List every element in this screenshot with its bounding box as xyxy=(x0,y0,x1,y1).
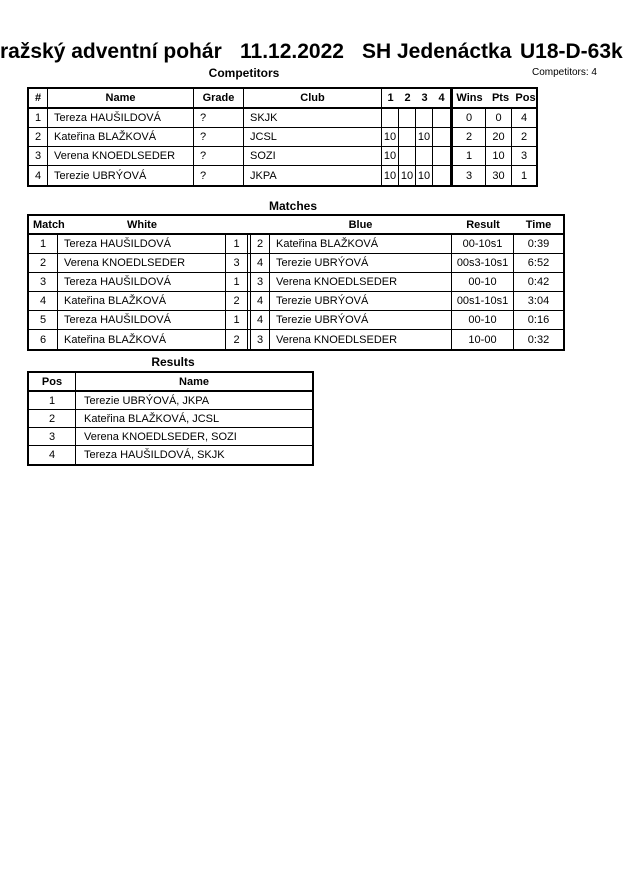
competitor-pos: 2 xyxy=(520,131,528,143)
col-header-number: # xyxy=(29,89,48,107)
col-header-name: Name xyxy=(48,89,194,107)
match-result: 00-10 xyxy=(452,311,514,329)
white-competitor-number: 2 xyxy=(233,295,240,307)
round-4-score xyxy=(433,147,450,165)
match-time: 0:32 xyxy=(527,333,550,346)
competitor-wins: 0 xyxy=(450,109,486,127)
match-number: 2 xyxy=(29,254,58,272)
col-header-match: Match xyxy=(33,218,65,231)
blue-competitor-number: 2 xyxy=(247,235,269,253)
match-row xyxy=(29,311,563,330)
match-time: 3:04 xyxy=(527,295,550,307)
competitor-number: 2 xyxy=(29,128,48,146)
col-header-round-4: 4 xyxy=(438,92,445,104)
col-header-club: Club xyxy=(244,89,382,107)
round-4-score xyxy=(433,166,450,185)
page-title-category: U18-D-63k xyxy=(520,40,623,63)
results-table xyxy=(27,371,314,466)
competitor-number: 4 xyxy=(29,166,48,185)
competitor-number: 3 xyxy=(29,147,48,165)
competitor-wins: 1 xyxy=(450,147,486,165)
result-name: Terezie UBRÝOVÁ, JKPA xyxy=(84,394,210,407)
col-header-pos: Pos xyxy=(515,92,536,104)
blue-competitor-name: Verena KNOEDLSEDER xyxy=(269,273,452,291)
competitor-name: Kateřina BLAŽKOVÁ xyxy=(48,128,194,146)
match-time: 0:16 xyxy=(527,314,550,326)
blue-competitor-number: 4 xyxy=(247,254,269,272)
page-title-event: ražský adventní pohár xyxy=(0,40,222,63)
round-3-score: 10 xyxy=(416,128,433,146)
competitor-club: JKPA xyxy=(244,166,382,185)
col-header-grade: Grade xyxy=(194,89,244,107)
blue-competitor-name: Terezie UBRÝOVÁ xyxy=(269,254,452,272)
result-position: 3 xyxy=(29,428,76,445)
round-3-score xyxy=(416,109,433,127)
col-header-pos: Pos xyxy=(29,373,76,390)
col-header-round-2: 2 xyxy=(404,92,411,104)
competitor-club: JCSL xyxy=(244,128,382,146)
competitors-header-row xyxy=(29,89,536,109)
competitor-row xyxy=(29,166,536,185)
competitor-club: SKJK xyxy=(244,109,382,127)
competitor-pts: 10 xyxy=(486,147,512,165)
results-header-row xyxy=(29,373,312,392)
competitor-row xyxy=(29,128,536,147)
competitor-row xyxy=(29,109,536,128)
col-header-pts: Pts xyxy=(491,92,510,104)
round-2-score: 10 xyxy=(399,166,416,185)
white-competitor-name: Tereza HAUŠILDOVÁ xyxy=(58,311,226,329)
competitor-pos: 3 xyxy=(520,150,528,162)
col-header-name: Name xyxy=(179,375,209,388)
match-result: 10-00 xyxy=(452,330,514,349)
blue-competitor-name: Kateřina BLAŽKOVÁ xyxy=(269,235,452,253)
page-title-date: 11.12.2022 xyxy=(240,40,344,63)
col-header-blue-num xyxy=(247,216,269,233)
page-title-venue: SH Jedenáctka xyxy=(362,40,512,63)
col-header-score-group xyxy=(450,89,536,107)
round-1-score: 10 xyxy=(382,147,399,165)
white-competitor-number: 1 xyxy=(233,276,240,288)
round-2-score xyxy=(399,128,416,146)
competitor-grade: ? xyxy=(194,109,244,127)
match-result: 00s1-10s1 xyxy=(452,292,514,310)
white-competitor-number: 1 xyxy=(233,314,240,326)
result-row xyxy=(29,410,312,428)
blue-competitor-number: 3 xyxy=(247,330,269,349)
col-header-white: White xyxy=(127,218,157,231)
match-result: 00-10 xyxy=(452,273,514,291)
round-1-score: 10 xyxy=(382,128,399,146)
white-competitor-name: Tereza HAUŠILDOVÁ xyxy=(58,273,226,291)
col-header-result: Result xyxy=(466,218,500,231)
matches-header-row xyxy=(29,216,563,235)
round-1-score xyxy=(382,109,399,127)
round-4-score xyxy=(433,109,450,127)
result-name: Tereza HAUŠILDOVÁ, SKJK xyxy=(84,449,225,461)
white-competitor-name: Verena KNOEDLSEDER xyxy=(58,254,226,272)
match-row xyxy=(29,273,563,292)
competitor-grade: ? xyxy=(194,147,244,165)
match-time: 0:42 xyxy=(527,276,550,288)
blue-competitor-number: 4 xyxy=(247,311,269,329)
round-2-score xyxy=(399,109,416,127)
white-competitor-name: Kateřina BLAŽKOVÁ xyxy=(58,330,226,349)
competitor-row xyxy=(29,147,536,166)
result-position: 4 xyxy=(29,446,76,464)
competitor-wins: 3 xyxy=(450,166,486,185)
col-header-round-1: 1 xyxy=(387,92,394,104)
competitor-pts: 20 xyxy=(486,128,512,146)
matches-table xyxy=(27,214,565,351)
round-2-score xyxy=(399,147,416,165)
blue-competitor-number: 3 xyxy=(247,273,269,291)
matches-section-title: Matches xyxy=(268,199,318,213)
result-row xyxy=(29,446,312,464)
match-row xyxy=(29,254,563,273)
competitor-pts: 0 xyxy=(486,109,512,127)
results-section-title: Results xyxy=(151,355,195,369)
competitor-name: Terezie UBRÝOVÁ xyxy=(48,166,194,185)
blue-competitor-name: Terezie UBRÝOVÁ xyxy=(269,311,452,329)
white-competitor-number: 2 xyxy=(233,333,240,346)
competitor-number: 1 xyxy=(29,109,48,127)
result-position: 2 xyxy=(29,410,76,427)
round-header-group xyxy=(382,89,450,107)
match-row xyxy=(29,330,563,349)
col-header-white-num xyxy=(226,216,247,233)
result-name: Verena KNOEDLSEDER, SOZI xyxy=(84,430,237,443)
competitor-name: Tereza HAUŠILDOVÁ xyxy=(48,109,194,127)
competitor-club: SOZI xyxy=(244,147,382,165)
match-time: 0:39 xyxy=(527,238,550,250)
competitors-table xyxy=(27,87,538,187)
competitors-count: Competitors: 4 xyxy=(531,67,597,78)
col-header-round-3: 3 xyxy=(421,92,428,104)
competitors-section-title: Competitors xyxy=(208,66,280,80)
match-row xyxy=(29,292,563,311)
white-competitor-name: Kateřina BLAŽKOVÁ xyxy=(58,292,226,310)
match-number: 4 xyxy=(29,292,58,310)
competitor-wins: 2 xyxy=(450,128,486,146)
match-row xyxy=(29,235,563,254)
blue-competitor-number: 4 xyxy=(247,292,269,310)
white-competitor-number: 1 xyxy=(233,238,240,250)
match-number: 5 xyxy=(29,311,58,329)
result-row xyxy=(29,392,312,410)
match-time: 6:52 xyxy=(527,257,550,269)
result-position: 1 xyxy=(29,392,76,409)
competitor-pos: 4 xyxy=(520,112,528,124)
col-header-blue: Blue xyxy=(348,218,373,231)
competitor-pts: 30 xyxy=(486,166,512,185)
competitor-pos: 1 xyxy=(520,169,528,182)
match-number: 1 xyxy=(29,235,58,253)
blue-competitor-name: Terezie UBRÝOVÁ xyxy=(269,292,452,310)
competitor-grade: ? xyxy=(194,128,244,146)
competitor-grade: ? xyxy=(194,166,244,185)
score-header-group xyxy=(452,89,537,107)
round-4-score xyxy=(433,128,450,146)
white-competitor-name: Tereza HAUŠILDOVÁ xyxy=(58,235,226,253)
round-1-score: 10 xyxy=(382,166,399,185)
competitor-name: Verena KNOEDLSEDER xyxy=(48,147,194,165)
match-result: 00-10s1 xyxy=(452,235,514,253)
col-header-rounds xyxy=(382,89,450,107)
result-row xyxy=(29,428,312,446)
match-result: 00s3-10s1 xyxy=(452,254,514,272)
match-number: 6 xyxy=(29,330,58,349)
round-3-score xyxy=(416,147,433,165)
result-name: Kateřina BLAŽKOVÁ, JCSL xyxy=(84,412,220,425)
blue-competitor-name: Verena KNOEDLSEDER xyxy=(269,330,452,349)
col-header-wins: Wins xyxy=(456,92,483,104)
white-competitor-number: 3 xyxy=(233,257,240,269)
col-header-time: Time xyxy=(525,218,552,231)
match-number: 3 xyxy=(29,273,58,291)
round-3-score: 10 xyxy=(416,166,433,185)
